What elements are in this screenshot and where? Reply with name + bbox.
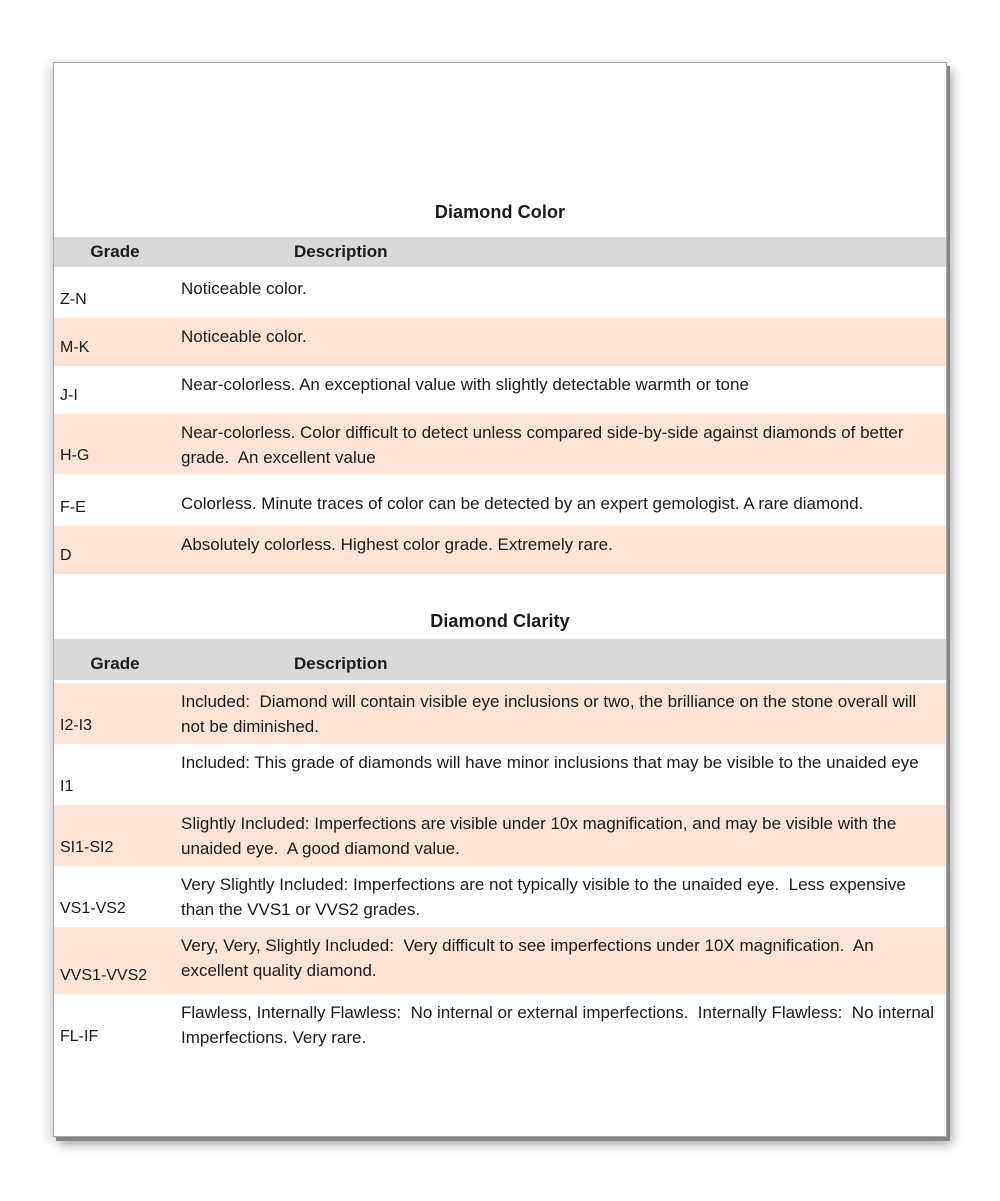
description-cell: Absolutely colorless. Highest color grade. Extremely rare. — [181, 535, 613, 554]
diamond-color-table — [54, 237, 946, 574]
document-page — [53, 62, 947, 1137]
grade-cell: D — [60, 547, 72, 564]
description-cell: Noticeable color. — [181, 279, 307, 298]
diamond-clarity-title: Diamond Clarity — [430, 611, 570, 631]
grade-cell: I2-I3 — [60, 717, 93, 734]
table-row — [54, 414, 946, 474]
description-cell: Included: Diamond will contain visible eye inclusions or two, the brilliance on the stone overall will not be diminished. — [181, 692, 921, 736]
table-row — [54, 683, 946, 744]
table-row — [54, 270, 946, 318]
description-column-header: Description — [294, 242, 388, 261]
grade-cell: J-I — [60, 387, 78, 404]
description-cell: Flawless, Internally Flawless: No internal or external imperfections. Internally Flawless: No internal Imperfections. Very rare. — [181, 1003, 939, 1047]
grade-cell: Z-N — [60, 291, 87, 308]
description-cell: Very, Very, Slightly Included: Very difficult to see imperfections under 10X magnification. An excellent quality diamond. — [181, 936, 879, 980]
table-row — [54, 927, 946, 994]
table-row — [54, 805, 946, 866]
grade-cell: H-G — [60, 447, 90, 464]
table-row — [54, 318, 946, 366]
description-cell: Near-colorless. An exceptional value with slightly detectable warmth or tone — [181, 375, 749, 394]
table-row — [54, 866, 946, 927]
description-cell: Slightly Included: Imperfections are visible under 10x magnification, and may be visible with the unaided eye. A good diamond value. — [181, 814, 902, 858]
grade-column-header: Grade — [90, 242, 140, 261]
grade-column-header: Grade — [90, 654, 140, 673]
description-column-header: Description — [294, 654, 388, 673]
description-cell: Included: This grade of diamonds will have minor inclusions that may be visible to the unaided eye — [181, 753, 919, 772]
description-cell: Colorless. Minute traces of color can be detected by an expert gemologist. A rare diamond. — [181, 494, 864, 513]
diamond-clarity-table — [54, 639, 946, 1055]
table-row — [54, 994, 946, 1055]
description-cell: Very Slightly Included: Imperfections are not typically visible to the unaided eye. Less expensive than the VVS1 or VVS2 grades. — [181, 875, 911, 919]
table-row — [54, 526, 946, 574]
grade-cell: F-E — [60, 499, 86, 516]
grade-cell: FL-IF — [60, 1028, 99, 1045]
diamond-color-title: Diamond Color — [434, 202, 566, 222]
description-cell: Near-colorless. Color difficult to detect unless compared side-by-side against diamonds of better grade. An excellent value — [181, 423, 909, 467]
table-row — [54, 366, 946, 414]
grade-cell: M-K — [60, 339, 90, 356]
grade-cell: I1 — [60, 778, 74, 795]
table-row — [54, 744, 946, 805]
grade-cell: VS1-VS2 — [60, 900, 126, 917]
description-cell: Noticeable color. — [181, 327, 307, 346]
grade-cell: SI1-SI2 — [60, 839, 114, 856]
grade-cell: VVS1-VVS2 — [60, 967, 148, 984]
table-header-row — [54, 639, 946, 683]
table-row — [54, 474, 946, 526]
table-header-row — [54, 237, 946, 270]
